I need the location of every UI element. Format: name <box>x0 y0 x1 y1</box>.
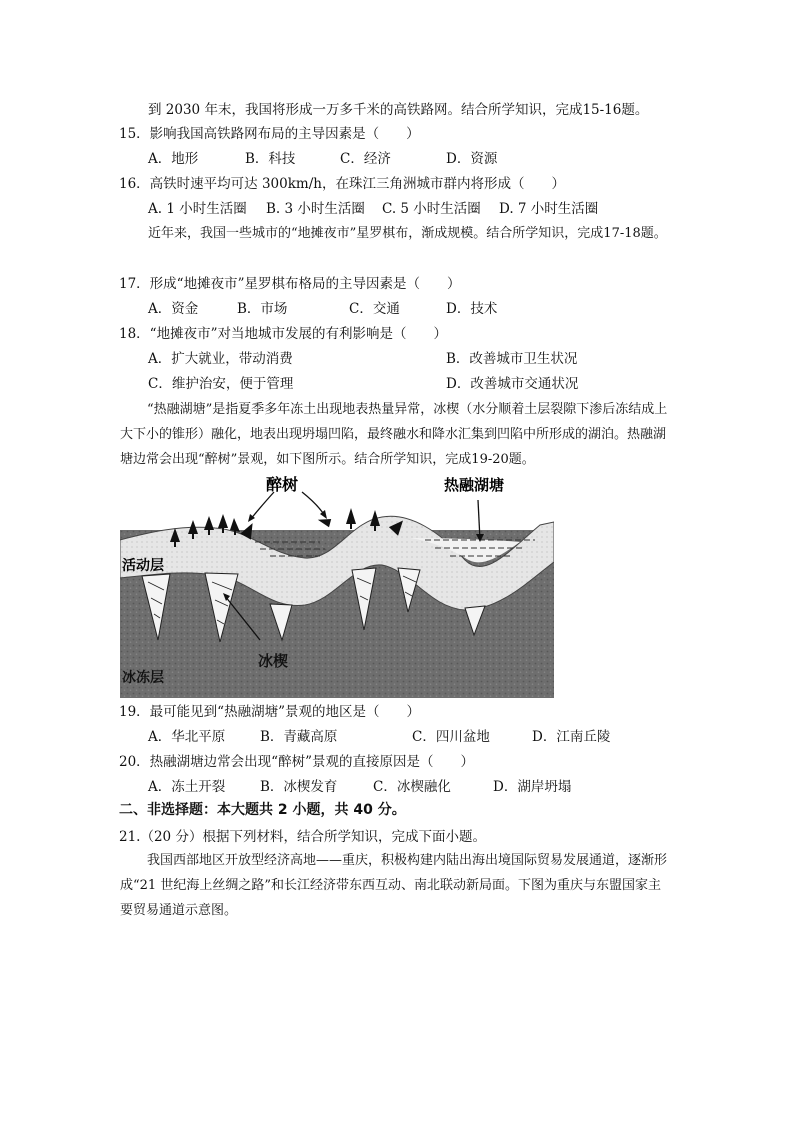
label-drunk-tree: 醉树 <box>266 475 299 494</box>
label-permafrost: 冰冻层 <box>122 670 164 686</box>
label-ice-wedge: 冰楔 <box>258 652 289 670</box>
q15-option-d: D．资源 <box>446 151 498 167</box>
q17-option-d: D．技术 <box>446 301 498 317</box>
question-16-stem: 16．高铁时速平均可达 300km/h，在珠江三角洲城市群内将形成（ ） <box>119 176 565 192</box>
q16-option-a: A. 1 小时生活圈 <box>148 201 247 217</box>
question-15-stem: 15．影响我国高铁路网布局的主导因素是（ ） <box>119 126 420 142</box>
question-19-stem: 19．最可能见到“热融湖塘”景观的地区是（ ） <box>119 704 420 720</box>
q18-option-d: D．改善城市交通状况 <box>446 376 579 392</box>
section-2-heading: 二、非选择题：本大题共 2 小题，共 40 分。 <box>119 802 406 818</box>
question-20-stem: 20．热融湖塘边常会出现“醉树”景观的直接原因是（ ） <box>119 754 474 770</box>
thaw-lake-diagram <box>120 470 554 698</box>
question-18-stem: 18．“地摊夜市”对当地城市发展的有利影响是（ ） <box>119 326 447 342</box>
question-21-material: 我国西部地区开放型经济高地——重庆，积极构建内陆出海出境国际贸易发展通道，逐渐形成“21 世纪海上丝绸之路”和长江经济带东西互动、南北联动新局面。下图为重庆与东盟国家主要贸易通道示意图。 <box>120 853 668 918</box>
q15-option-b: B．科技 <box>245 151 296 167</box>
intro-15-16: 到 2030 年末，我国将形成一万多千米的高铁路网。结合所学知识，完成15-16题。 <box>148 102 649 118</box>
q19-option-a: A．华北平原 <box>148 729 226 745</box>
q17-option-a: A．资金 <box>148 301 199 317</box>
q20-option-c: C．冰楔融化 <box>373 779 451 795</box>
q20-option-a: A．冻土开裂 <box>148 779 226 795</box>
label-thaw-lake: 热融湖塘 <box>444 476 505 494</box>
q18-option-a: A．扩大就业，带动消费 <box>148 351 293 367</box>
question-21-stem: 21.（20 分）根据下列材料，结合所学知识，完成下面小题。 <box>119 829 486 845</box>
question-17-stem: 17．形成“地摊夜市”星罗棋布格局的主导因素是（ ） <box>119 276 461 292</box>
intro-19-20: “热融湖塘”是指夏季多年冻土出现地表热量异常，冰楔（水分顺着土层裂隙下渗后冻结成上大下小的锥形）融化，地表出现坍塌凹陷，最终融水和降水汇集到凹陷中所形成的湖泊。热融湖塘边常会出现“醉树”景观，如下图所示。结合所学知识，完成19-20题。 <box>120 402 668 467</box>
q20-option-b: B．冰楔发育 <box>260 779 338 795</box>
q18-option-c: C．维护治安，便于管理 <box>148 376 294 392</box>
q15-option-a: A．地形 <box>148 151 199 167</box>
q16-option-b: B. 3 小时生活圈 <box>266 201 365 217</box>
q15-option-c: C．经济 <box>340 151 391 167</box>
q17-option-b: B．市场 <box>237 301 288 317</box>
q20-option-d: D．湖岸坍塌 <box>493 779 572 795</box>
q16-option-d: D. 7 小时生活圈 <box>499 201 599 217</box>
q19-option-c: C．四川盆地 <box>412 729 490 745</box>
q17-option-c: C．交通 <box>349 301 400 317</box>
q19-option-d: D．江南丘陵 <box>532 729 611 745</box>
q19-option-b: B．青藏高原 <box>260 729 338 745</box>
q16-option-c: C. 5 小时生活圈 <box>382 201 481 217</box>
intro-17-18: 近年来，我国一些城市的“地摊夜市”星罗棋布，渐成规模。结合所学知识，完成17-18题。 <box>148 226 667 241</box>
q18-option-b: B．改善城市卫生状况 <box>446 351 578 367</box>
label-active-layer: 活动层 <box>122 558 164 574</box>
